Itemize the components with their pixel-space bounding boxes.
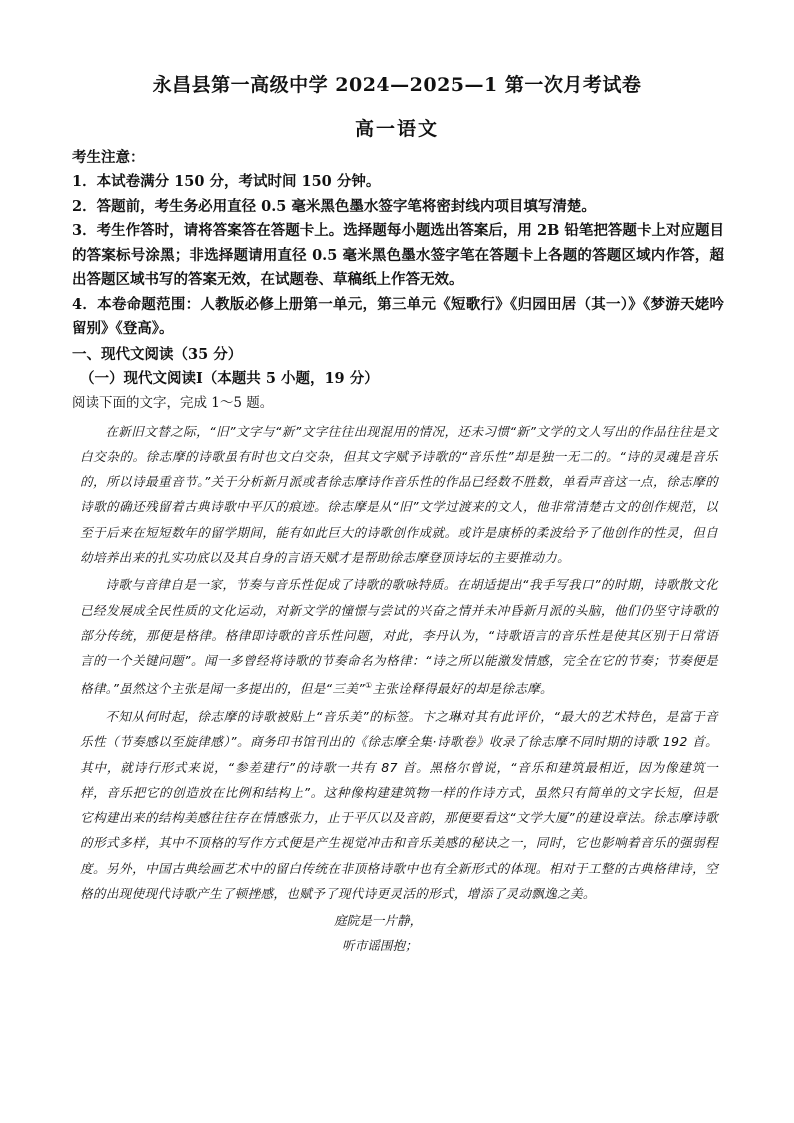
poem-line-1: 庭院是一片静， [334,913,423,929]
notice-item-3: 3．考生作答时，请将答案答在答题卡上。选择题每小题选出答案后，用 2B 铅笔把答题卡上对应题目的答案标号涂黑；非选择题请用直径 0.5 毫米黑色墨水签字笔在答题卡上各题的答题区域内作答，超出答题区域书写的答案无效，在试题卷、草稿纸上作答无效。 [72,222,724,288]
reading-instruction: 阅读下面的文字，完成 1～5 题。 [72,394,274,411]
notice-item-2: 2．答题前，考生务必用直径 0.5 毫米黑色墨水签字笔将密封线内项目填写清楚。 [72,197,596,215]
exam-subject: 高一语文 [354,118,439,140]
exam-body [72,146,724,958]
passage-paragraph-3: 不知从何时起，徐志摩的诗歌被贴上“音乐美”的标签。卞之琳对其有此评价，“最大的艺术特色，是富于音乐性（节奏感以至旋律感）”。商务印书馆刊出的《徐志摩全集·诗歌卷》收录了徐志摩不同时期的诗歌 192 首。其中，就诗行形式来说，“参差建行”的诗歌一共有 87 首。黑格尔曾说，“音乐和建筑最相近，因为像建筑一样，音乐把它的创造放在比例和结构上”。这种像构建建筑物一样的作诗方式，虽然只有简单的文字长短，但是它构建出来的结构美感往往存在情感张力，止于平仄以及音韵，那便要看这“文学大厦”的建设章法。徐志摩诗歌的形式多样，其中不顶格的写作方式便是产生视觉冲击和音乐美感的秘诀之一，同时，它也影响着音乐的强弱程度。另外，中国古典绘画艺术中的留白传统在非顶格诗歌中也有全新形式的体现。相对于工整的古典格律诗，空格的出现使现代诗歌产生了顿挫感，也赋予了现代诗更灵活的形式，增添了灵动飘逸之美。 [80,708,718,902]
section-heading: 一、现代文阅读（35 分） [72,345,243,363]
poem-line-2: 听市谣围抱； [342,938,418,954]
notice-item-4: 4．本卷命题范围：人教版必修上册第一单元，第三单元《短歌行》《归园田居（其一）》《梦游天姥吟留别》《登高》。 [72,295,724,337]
passage-paragraph-2-text: 诗歌与音律自是一家，节奏与音乐性促成了诗歌的歌咏特质。在胡适提出“我手写我口”的时期，诗歌散文化已经发展成全民性质的文化运动，对新文学的憧憬与尝试的兴奋之情并未冲昏新月派的头脑，他们仍坚守诗歌的部分传统，那便是格律。格律即诗歌的音乐性问题，对此，李丹认为，“诗歌语言的音乐性是使其区别于日常语言的一个关键问题”。闻一多曾经将诗歌的节奏命名为格律：“诗之所以能激发情感，完全在它的节奏；节奏便是格律。”虽然这个主张是闻一多提出的，但是“三美” [80,577,718,697]
notice-item-1: 1．本试卷满分 150 分，考试时间 150 分钟。 [72,173,381,190]
exam-title: 永昌县第一高级中学 2024—2025—1 第一次月考试卷 [152,74,642,96]
notice-heading: 考生注意： [72,149,145,166]
footnote-marker: ① [364,681,373,691]
subsection-heading: （一）现代文阅读Ⅰ（本题共 5 小题，19 分） [80,369,379,387]
passage-paragraph-2-tail: 主张诠释得最好的却是徐志摩。 [372,681,553,697]
passage-paragraph-2 [80,572,718,702]
passage-paragraph-1: 在新旧文替之际，“旧”文字与“新”文字往往出现混用的情况，还未习惯“新”文学的文人写出的作品往往是文白交杂的。徐志摩的诗歌虽有时也文白交杂，但其文字赋予诗歌的“音乐性”却是独一无二的。“诗的灵魂是音乐的，所以诗最重音节。”关于分析新月派或者徐志摩诗作音乐性的作品已经数不胜数，单看声音这一点，徐志摩的诗歌的确还残留着古典诗歌中平仄的痕迹。徐志摩是从“旧”文学过渡来的文人，他非常清楚古文的创作规范，以至于后来在短短数年的留学期间，能有如此巨大的诗歌创作成就。或许是康桥的柔波给予了他创作的性灵，但自幼培养出来的扎实功底以及其自身的言语天赋才是帮助徐志摩登顶诗坛的主要推动力。 [80,423,718,565]
